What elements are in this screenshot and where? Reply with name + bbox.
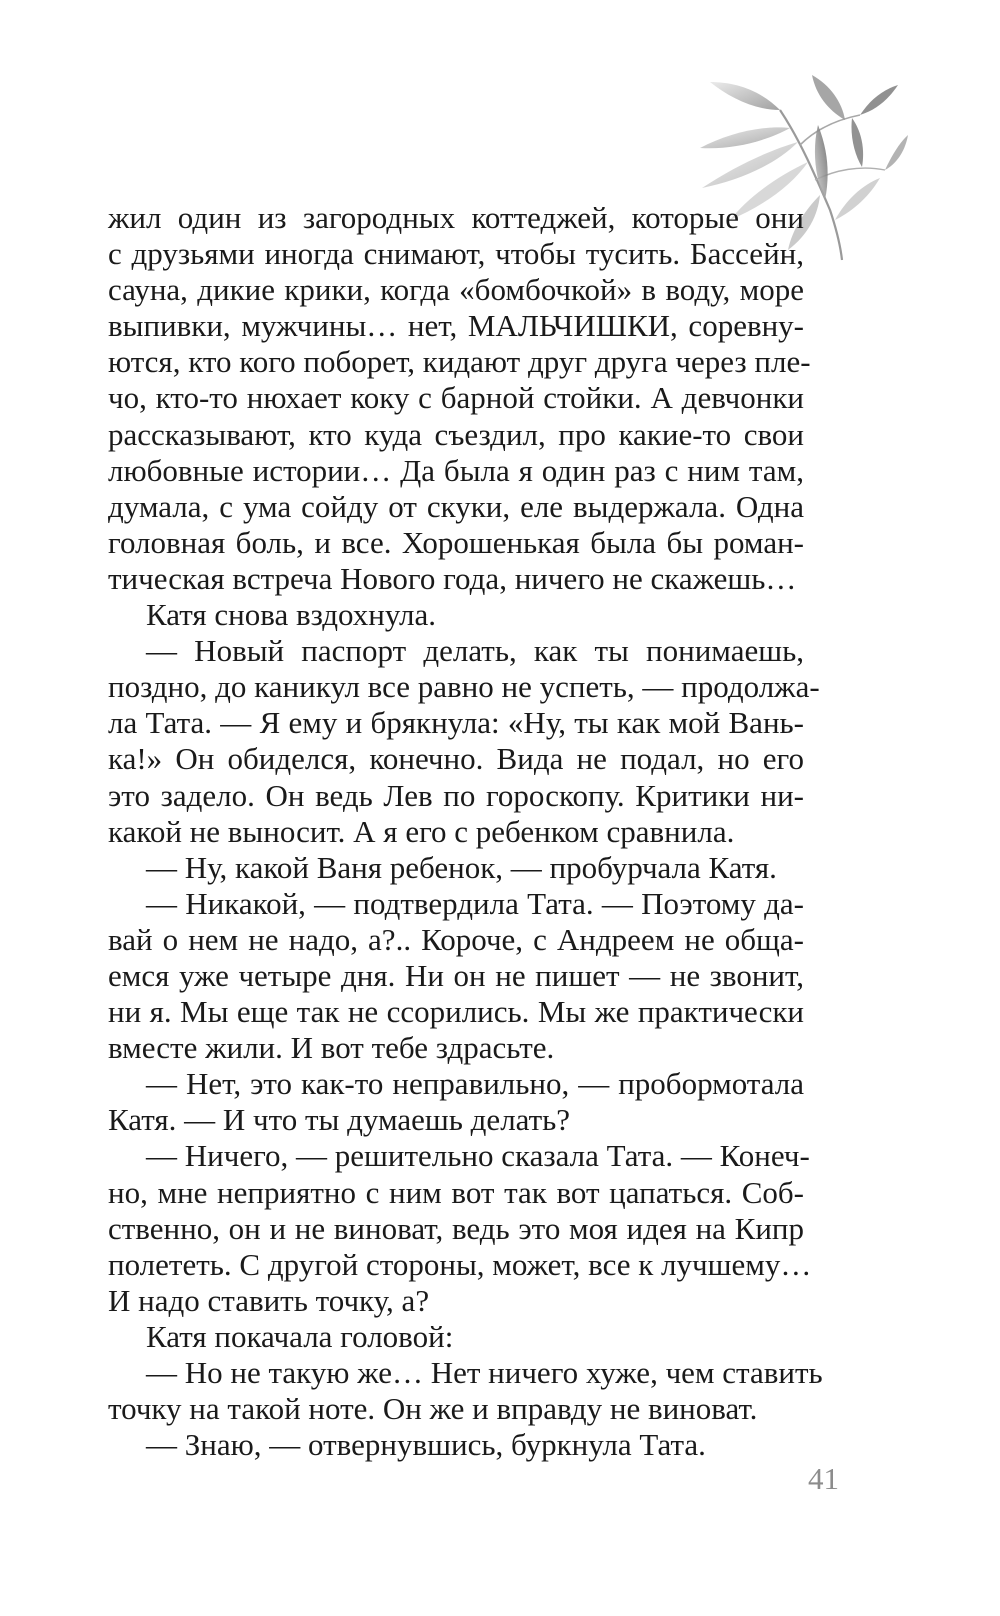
text-line: ственно, он и не виноват, ведь это моя идея на Кипр bbox=[108, 1210, 804, 1246]
text-line: Катя. — И что ты думаешь делать? bbox=[108, 1102, 571, 1138]
text-line: — Никакой, — подтвердила Тата. — Поэтому да- bbox=[146, 885, 804, 921]
text-line: ни я. Мы еще так не ссорились. Мы же практически bbox=[108, 994, 804, 1030]
text-line: думала, с ума сойду от скуки, еле выдержала. Одна bbox=[108, 488, 804, 524]
text-line: с друзьями иногда снимают, чтобы тусить. Бассейн, bbox=[108, 236, 804, 272]
text-line: — Но не такую же… Нет ничего хуже, чем ставить bbox=[146, 1355, 823, 1390]
text-line: — Ничего, — решительно сказала Тата. — Конеч- bbox=[146, 1138, 810, 1174]
text-line: это задело. Он ведь Лев по гороскопу. Критики ни- bbox=[108, 777, 804, 813]
text-line: — Новый паспорт делать, как ты понимаешь, bbox=[146, 633, 804, 669]
text-line: рассказывают, кто куда съездил, про какие-то свои bbox=[108, 416, 804, 452]
text-line: тическая встреча Нового года, ничего не скажешь… bbox=[108, 560, 797, 596]
body-text bbox=[108, 200, 823, 1463]
text-line: емся уже четыре дня. Ни он не пишет — не звонит, bbox=[108, 957, 804, 993]
text-line: Катя снова вздохнула. bbox=[146, 597, 436, 633]
text-line: чо, кто-то нюхает коку с барной стойки. А девчонки bbox=[108, 380, 804, 416]
text-line: вместе жили. И вот тебе здрасьте. bbox=[108, 1030, 555, 1066]
text-line: точку на такой ноте. Он же и вправду не виноват. bbox=[108, 1391, 758, 1427]
text-line: ются, кто кого поборет, кидают друг друга через пле- bbox=[108, 344, 811, 380]
text-line: ла Тата. — Я ему и брякнула: «Ну, ты как мой Вань- bbox=[108, 705, 804, 741]
page-number: 41 bbox=[808, 1461, 839, 1496]
text-line: полететь. С другой стороны, может, все к лучшему… bbox=[108, 1246, 812, 1282]
text-line: жил один из загородных коттеджей, которые они bbox=[108, 200, 804, 235]
text-line: выпивки, мужчины… нет, МАЛЬЧИШКИ, соревну- bbox=[108, 308, 804, 344]
text-line: головная боль, и все. Хорошенькая была бы роман- bbox=[108, 524, 804, 560]
text-line: вай о нем не надо, а?.. Короче, с Андреем не обща- bbox=[108, 921, 804, 957]
text-line: но, мне неприятно с ним вот так вот цапаться. Соб- bbox=[108, 1174, 804, 1210]
text-line: ка!» Он обиделся, конечно. Вида не подал, но его bbox=[108, 741, 804, 777]
text-line: — Нет, это как-то неправильно, — пробормотала bbox=[146, 1066, 804, 1102]
text-line: сауна, дикие крики, когда «бомбочкой» в воду, море bbox=[108, 272, 804, 308]
text-line: любовные истории… Да была я один раз с ним там, bbox=[108, 452, 804, 488]
text-line: Катя покачала головой: bbox=[146, 1318, 454, 1354]
text-line: поздно, до каникул все равно не успеть, — продолжа- bbox=[108, 669, 820, 705]
text-line: какой не выносит. А я его с ребенком сравнила. bbox=[108, 813, 735, 849]
text-line: — Знаю, — отвернувшись, буркнула Тата. bbox=[146, 1427, 706, 1463]
text-line: И надо ставить точку, а? bbox=[108, 1282, 430, 1318]
text-line: — Ну, какой Ваня ребенок, — пробурчала Катя. bbox=[146, 849, 777, 885]
